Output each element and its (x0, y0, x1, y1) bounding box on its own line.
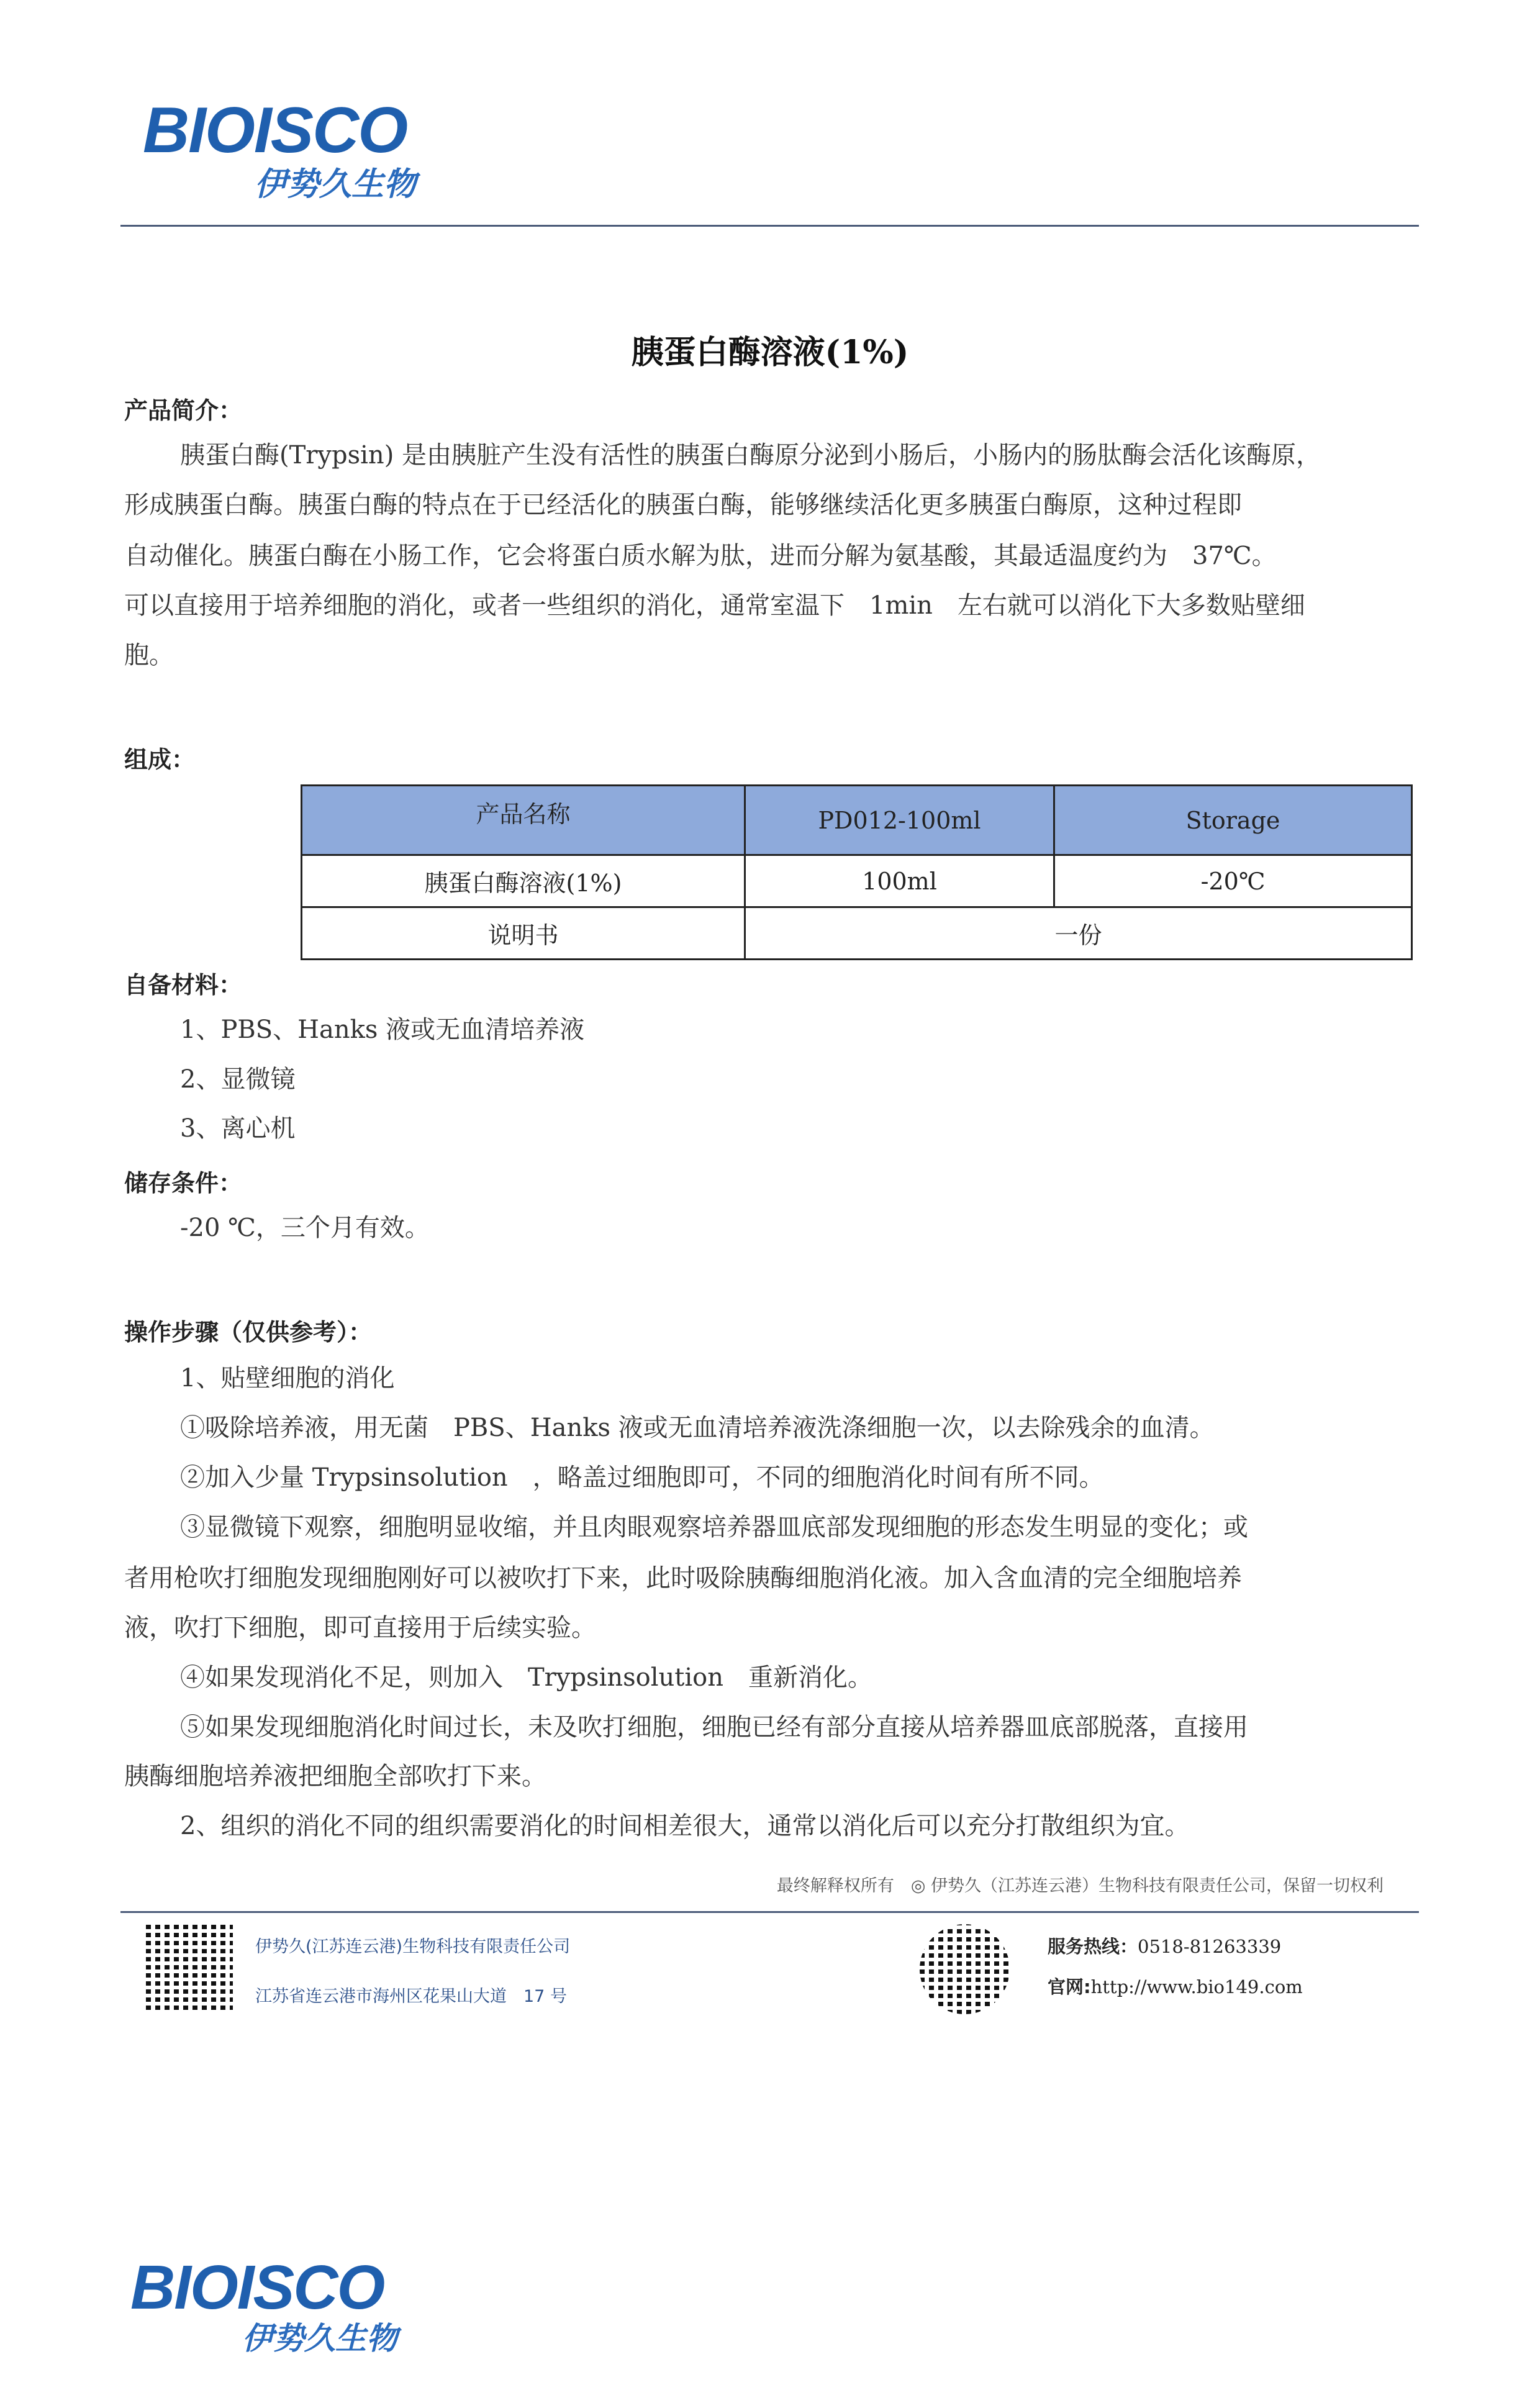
step-line: ③显微镜下观察，细胞明显收缩，并且肉眼观察培养器皿底部发现细胞的形态发生明显的变化；或 (180, 1513, 1248, 1542)
header-cell: Storage (1054, 786, 1412, 855)
step-line: ①吸除培养液，用无菌 PBS、Hanks 液或无血清培养液洗涤细胞一次，以去除残余的血清。 (180, 1414, 1215, 1442)
header-divider (120, 225, 1419, 227)
storage-text: -20 ℃，三个月有效。 (180, 1214, 430, 1242)
header-cell: 产品名称 (302, 786, 745, 855)
step-line: 胰酶细胞培养液把细胞全部吹打下来。 (124, 1762, 546, 1791)
wechat-qr-code (146, 1924, 233, 2010)
footer-hotline (1048, 1933, 1281, 1958)
material-item: 1、PBS、Hanks 液或无血清培养液 (180, 1015, 585, 1044)
storage-heading: 储存条件： (124, 1170, 243, 1197)
step-line: ④如果发现消化不足，则加入 Trypsinsolution 重新消化。 (180, 1663, 872, 1692)
table-row (302, 855, 1412, 907)
header-cell: PD012-100ml (745, 786, 1054, 855)
logo-en: BIOISCO (143, 94, 407, 166)
logo-en: BIOISCO (130, 2253, 384, 2322)
intro-heading: 产品简介： (124, 397, 243, 424)
step-line: 液，吹打下细胞，即可直接用于后续实验。 (124, 1614, 596, 1642)
table-cell: -20℃ (1054, 855, 1412, 907)
header-logo (143, 94, 417, 204)
footer-address: 江苏省连云港市海州区花果山大道 17 号 (255, 1987, 567, 2006)
copyright-notice: 最终解释权所有 ◎ 伊势久（江苏连云港）生物科技有限责任公司，保留一切权利 (776, 1876, 1384, 1896)
steps-heading: 操作步骤（仅供参考）： (124, 1319, 373, 1346)
step-line: 2、组织的消化不同的组织需要消化的时间相差很大，通常以消化后可以充分打散组织为宜。 (180, 1812, 1190, 1840)
table-cell: 说明书 (302, 907, 745, 960)
step-line: 者用枪吹打细胞发现细胞刚好可以被吹打下来，此时吸除胰酶细胞消化液。加入含血清的完全细胞培养 (124, 1564, 1242, 1592)
step-line: 1、贴壁细胞的消化 (180, 1364, 395, 1392)
logo-cn: 伊势久生物 (242, 2320, 397, 2356)
round-qr-code (920, 1924, 1010, 2014)
materials-heading: 自备材料： (124, 971, 243, 999)
hotline-label: 服务热线： (1048, 1936, 1138, 1957)
website-label: 官网: (1048, 1976, 1091, 1997)
table-cell: 胰蛋白酶溶液(1%) (302, 855, 745, 907)
footer-website[interactable] (1048, 1973, 1303, 1999)
composition-table (301, 784, 1413, 960)
composition-heading: 组成： (124, 746, 196, 773)
intro-line: 可以直接用于培养细胞的消化，或者一些组织的消化，通常室温下 1min 左右就可以消化下大多数贴壁细 (124, 591, 1305, 620)
material-item: 3、离心机 (180, 1114, 296, 1143)
table-cell: 100ml (745, 855, 1054, 907)
material-item: 2、显微镜 (180, 1065, 296, 1094)
logo-cn: 伊势久生物 (255, 166, 417, 203)
intro-line: 形成胰蛋白酶。胰蛋白酶的特点在于已经活化的胰蛋白酶，能够继续活化更多胰蛋白酶原，这种过程即 (124, 491, 1242, 519)
table-row (302, 907, 1412, 960)
footer-divider (120, 1911, 1419, 1913)
footer-company: 伊势久(江苏连云港)生物科技有限责任公司 (255, 1937, 571, 1956)
table-cell: 一份 (745, 907, 1412, 960)
step-line: ②加入少量 Trypsinsolution ，略盖过细胞即可，不同的细胞消化时间有所不同。 (180, 1463, 1104, 1492)
hotline-number: 0518-81263339 (1138, 1936, 1282, 1957)
step-line: ⑤如果发现细胞消化时间过长，未及吹打细胞，细胞已经有部分直接从培养器皿底部脱落，直接用 (180, 1713, 1248, 1742)
intro-line: 胰蛋白酶(Trypsin) 是由胰脏产生没有活性的胰蛋白酶原分泌到小肠后，小肠内的肠肽酶会活化该酶原， (180, 441, 1321, 470)
website-link[interactable]: http://www.bio149.com (1090, 1976, 1303, 1997)
table-header-row (302, 786, 1412, 855)
page-title: 胰蛋白酶溶液(1%) (631, 334, 909, 371)
intro-line: 自动催化。胰蛋白酶在小肠工作，它会将蛋白质水解为肽，进而分解为氨基酸，其最适温度约为 37℃。 (124, 542, 1277, 570)
intro-line: 胞。 (124, 641, 174, 670)
bottom-logo (130, 2253, 397, 2358)
